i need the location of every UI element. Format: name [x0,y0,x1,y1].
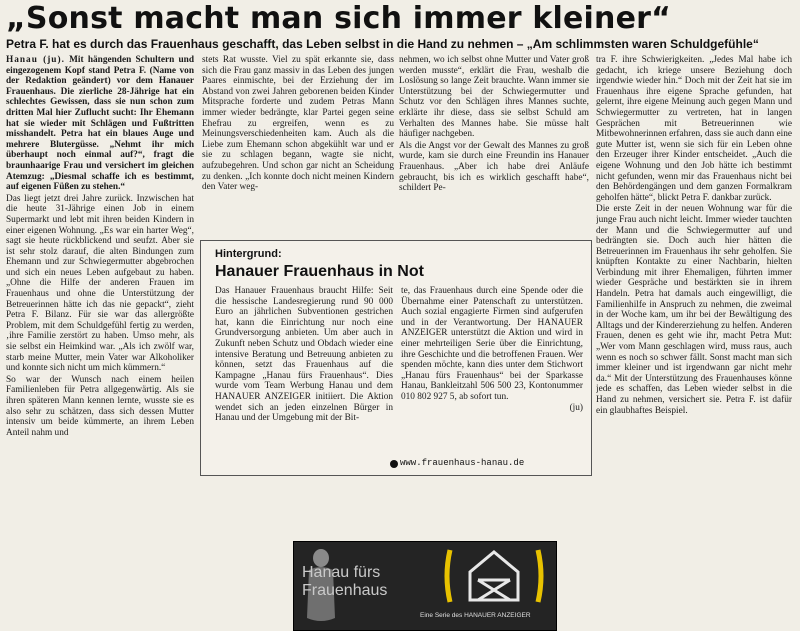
box-kicker: Hintergrund: [215,248,282,260]
lead-paragraph [6,55,194,193]
paragraph: Die erste Zeit in der neuen Wohnung war für die junge Frau auch nicht leicht. Immer wieder tauchten der Mann und die Schwiegermutter auf und bedrängten sie. Doch auch hier hätten die Betreuerinnen im Frauenhaus ihr sehr geholfen. Sie knüpften Kontakte zu einer Nachbarin, hielten Verbindung mit ihrer Ehemaligen, führten immer wieder Gespräche und bestärkten sie in ihrem Handeln. Petra hat damals auch eingewilligt, die Familienhilfe in Anspruch zu nehmen, die zweimal in der Woche kam, um ihr bei der Bewältigung des Alltags und der Kindererziehung zu helfen. Anderen Frauen, denen es geht wie ihr, macht Petra Mut: „Wer vom Mann geschlagen wird, muss raus, auch wenn es noch so schwer fällt. Sonst macht man sich immer kleiner und ist irgendwann gar nicht mehr da.“ Mit der Unterstützung des Frauenhauses könne jede es schaffen, das Leben wieder selbst in die Hand zu nehmen, versichert sie. Petra F. ist dafür ein glaubhaftes Beispiel. [596,204,792,416]
author-sign: (ju) [569,402,583,413]
paragraph: nehmen, wo ich selbst ohne Mutter und Vater groß werden musste“, erklärt die Frau, weshalb die Loslösung so lange Zeit brauchte. Wann immer sie Unterstützung bei der Schwiegermutter und Schutz vor den Schlägen ihres Mannes suchte, erklärte ihr diese, dass sie selbst Schuld am Verhalten des Mannes habe. Sie müsse halt häufiger nachgeben. [399,55,589,140]
article-column-1 [6,55,194,493]
banner-series: Eine Serie des HANAUER ANZEIGER [420,612,531,619]
paragraph: stets Rat wusste. Viel zu spät erkannte sie, dass sich die Frau ganz massiv in das Leben des jungen Paares einmischte, bei der Erziehung der im Abstand von zwei Jahren geborenen beiden Kinder Mitsprache forderte und zudem Petras Mann immer wieder bedrängte, klar Partei gegen seine Ehefrau zu ergreifen, wenn es zu Meinungsverschiedenheiten kam. Auch als die Liebe zum Ehemann schon abgekühlt war und er sie zu schlagen begann, wagte sie nicht, aufzubegehren. Und schon gar nicht an Scheidung zu denken. „Ich konnte doch nicht meinen Kindern den Vater weg- [202,55,394,193]
paragraph: So war der Wunsch nach einem heilen Familienleben für Petra allgegenwärtig. Als sie ihren späteren Mann kennen lernte, wusste sie es also sehr zu schätzen, dass sich dessen Mutter intensiv um beide kümmerte, an ihrem Leben Anteil nahm und [6,374,194,438]
website-link[interactable]: www.frauenhaus-hanau.de [400,458,525,468]
paragraph: te, das Frauenhaus durch eine Spende oder die Übernahme einer Patenschaft zu unterstützen. Auch sozial engagierte Firmen sind aufgerufen und in der Verantwortung. Der HANAUER ANZEIGER unterstützt die Aktion und wird in einer mehrteiligen Serie über die Einrichtung, ihre Geschichte und die betroffenen Frauen. Wer spenden möchte, kann dies unter dem Stichwort „Hanau fürs Frauenhaus“ bei der Sparkasse Hanau, Bankleitzahl 506 500 23, Kontonummer 010 802 927 5, ab sofort tun. [401,286,583,402]
campaign-banner [293,541,557,631]
lead-text: Mit hängenden Schultern und eingezogenem Kopf stand Petra F. (Name von der Redaktion geändert) vor dem Hanauer Frauenhaus. Die zierliche 28-Jährige hat ein schlechtes Gewissen, dass sie nun schon zum dritten Mal hier Zuflucht sucht: Ihr Ehemann hat sie wieder mit Schlägen und Fußtritten misshandelt. Petra hat ein blaues Auge und mehrere Blutergüsse. „Nehmt ihr mich überhaupt noch einmal auf?“, fragt die braunhaarige Frau und versichert im gleichen Atemzug: „Diesmal schaffe ich es bestimmt, auf eigenen Füßen zu stehen.“ [6,55,194,193]
banner-title: Hanau fürs Frauenhaus [302,564,388,599]
background-box [200,240,592,619]
article-column-2 [202,55,394,235]
house-logo-icon [442,546,546,606]
paragraph: Das liegt jetzt drei Jahre zurück. Inzwischen hat die heute 31-Jährige einen Job in einem Supermarkt und lebt mit ihren beiden Kindern in einer eigenen Wohnung. „Es war ein harter Weg“, sagt sie heute rückblickend und seufzt. Aber sie ist sehr stolz darauf, die alten Bindungen zum Ehemann und zur Schwiegermutter abgebrochen und sich ein neues Leben aufgebaut zu haben. „Ohne die Hilfe der anderen Frauen im Frauenhaus und ohne die Unterstützung der Betreuerinnen hätte ich das nie gepackt“, zieht Petra F. Bilanz. Für sie war das allergrößte Problem, mit dem Schuldgefühl fertig zu werden, ‚ihre Familie zerstört zu haben. Umso mehr, als sie selbst ein Heimkind war. „Als ich zwölf war, starb meine Mutter, mein Vater war Alkoholiker und konnte sich nicht um mich kümmern.“ [6,193,194,374]
subheadline: Petra F. hat es durch das Frauenhaus geschafft, das Leben selbst in die Hand zu nehmen – „Am schlimmsten waren Schuldgefühle“ [6,37,759,51]
paragraph: Als die Angst vor der Gewalt des Mannes zu groß wurde, kam sie durch eine Freundin ins Hanauer Frauenhaus. „Aber ich habe drei Anläufe gebraucht, bis ich es wirklich geschafft habe“, schildert Pe- [399,140,589,194]
article-column-4 [596,55,792,493]
box-column-2 [401,266,583,458]
box-column-1 [215,266,393,458]
dateline: Hanau (ju). [6,55,65,65]
article-column-3 [399,55,589,235]
paragraph: tra F. ihre Schwierigkeiten. „Jedes Mal habe ich gedacht, ich kriege unsere Beziehung doch irgendwie wieder hin.“ Doch mit der Zeit hat sie im Frauenhaus ihre eigene Sprache gefunden, hat gelernt, ihre eigene Meinung auch gegen Mann und Schwiegermutter zu vertreten, hat in langen Gesprächen mit Betreuerinnen wie Mitbewohnerinnen erfahren, dass sie auch dann eine gute Mutter ist, wenn sie sich für ein Leben ohne den Erzeuger ihrer Kinder entscheidet. „Auch die eigene Wohnung und den Job hätte ich bestimmt nicht gefunden, wenn mir das Frauenhaus nicht bei den Behördengängen und dem ganzen Formalkram geholfen hätte“, blickt Petra F. dankbar zurück. [596,55,792,203]
box-title: Hanauer Frauenhaus in Not [215,263,424,280]
headline: „Sonst macht man sich immer kleiner“ [6,1,672,36]
paragraph: Das Hanauer Frauenhaus braucht Hilfe: Seit die hessische Landesregierung rund 90 000 Euro an jährlichen Subventionen gestrichen hat, kann die Einrichtung nur noch eine Grundversorgung anbieten. Um aber auch in Zukunft neben Schutz und Obdach wieder eine intensive Beratung und Betreuung anbieten zu können, setzt das Frauenhaus auf die Kampagne „Hanau fürs Frauenhaus“. Dies wurde vom Team Werbung Hanau und dem HANAUER ANZEIGER initiiert. Die Aktion wendet sich an jeden einzelnen Bürger in Hanau und der Umgebung mit der Bit- [215,286,393,424]
web-icon [390,460,398,468]
